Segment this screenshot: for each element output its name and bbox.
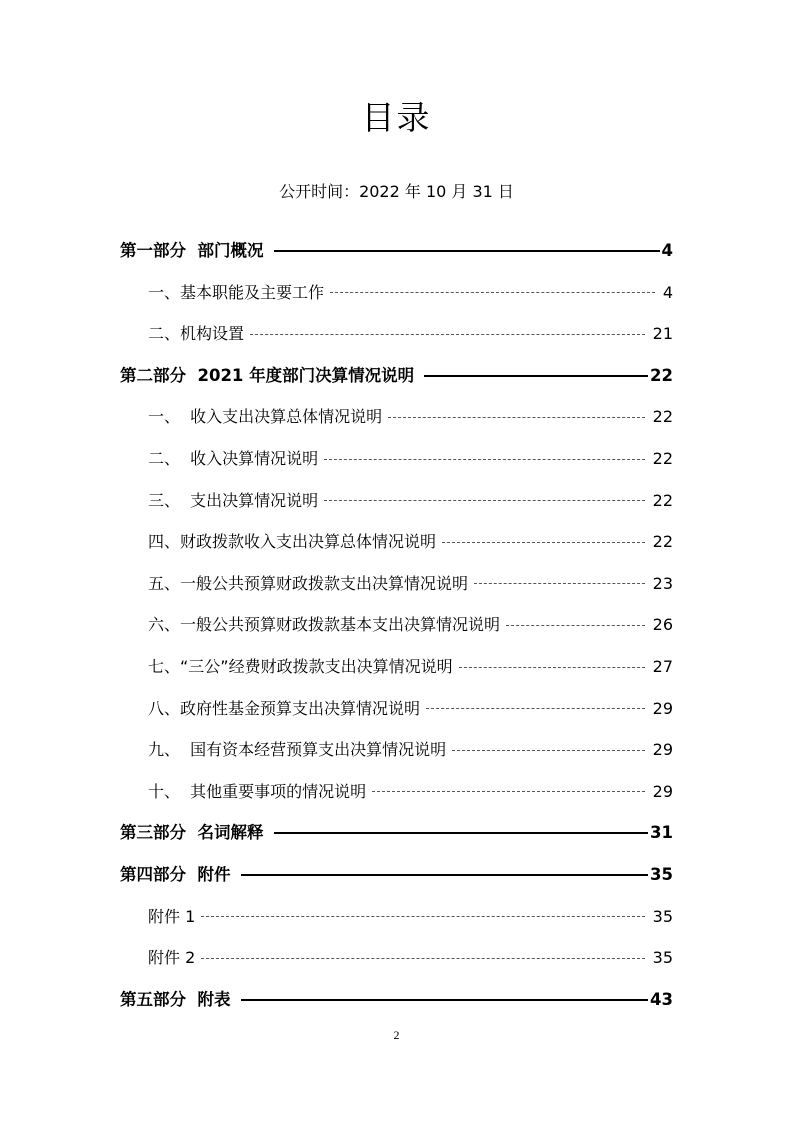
- toc-entry[interactable]: [148, 735, 673, 765]
- toc-leader-line: [388, 417, 644, 418]
- toc-entry-page-number: 35: [650, 865, 673, 884]
- toc-entry-page-number: 4: [661, 241, 673, 260]
- toc-entry[interactable]: [148, 444, 673, 474]
- toc-entry[interactable]: [120, 818, 673, 848]
- toc-entry[interactable]: [120, 985, 673, 1015]
- toc-leader-line: [506, 625, 645, 626]
- toc-entry[interactable]: [148, 319, 673, 349]
- toc-entry-page-number: 22: [652, 490, 673, 510]
- toc-entry[interactable]: [148, 694, 673, 724]
- toc-entry-page-number: 22: [652, 532, 673, 552]
- toc-entry-label: 第四部分 附件: [120, 865, 231, 884]
- toc-leader-line: [474, 583, 645, 584]
- toc-entry-label: 四、财政拨款收入支出决算总体情况说明: [148, 532, 437, 552]
- toc-entry-page-number: 31: [650, 823, 673, 843]
- toc-entry-label: 附件 2: [148, 948, 196, 968]
- toc-entry-page-number: 4: [662, 282, 673, 302]
- toc-leader-line: [274, 250, 660, 252]
- toc-entry-page-number: 29: [652, 698, 673, 718]
- toc-entry-label: 第五部分 附表: [120, 989, 231, 1009]
- toc-entry-label: 五、一般公共预算财政拨款支出决算情况说明: [148, 573, 469, 593]
- toc-leader-line: [241, 874, 649, 876]
- toc-entry[interactable]: [148, 569, 673, 599]
- toc-entry-label: 一、 收入支出决算总体情况说明: [148, 407, 383, 427]
- toc-entry-label: 三、 支出决算情况说明: [148, 490, 319, 510]
- toc-entry[interactable]: [148, 777, 673, 807]
- page-number: 2: [393, 1028, 400, 1042]
- toc-leader-line: [201, 958, 644, 959]
- toc-leader-line: [330, 292, 655, 293]
- toc-entry-page-number: 22: [652, 449, 673, 468]
- toc-entry-page-number: 43: [650, 989, 673, 1009]
- toc-entry-label: 九、 国有资本经营预算支出决算情况说明: [148, 740, 447, 760]
- publish-date: 公开时间：2022 年 10 月 31 日: [279, 182, 514, 201]
- toc-entry-page-number: 29: [652, 740, 673, 760]
- toc-entry-page-number: 35: [652, 906, 673, 926]
- toc-entry[interactable]: [148, 402, 673, 432]
- toc-entry-page-number: 23: [652, 573, 673, 593]
- toc-entry[interactable]: [148, 902, 673, 932]
- toc-leader-line: [426, 708, 645, 709]
- toc-entry-label: 六、一般公共预算财政拨款基本支出决算情况说明: [148, 615, 501, 635]
- toc-entry-label: 八、政府性基金预算支出决算情况说明: [148, 698, 421, 718]
- toc-entry[interactable]: [148, 527, 673, 557]
- toc-entry[interactable]: [148, 610, 673, 640]
- toc-entry-page-number: 22: [652, 407, 673, 427]
- toc-leader-line: [324, 500, 644, 501]
- toc-leader-line: [452, 750, 644, 751]
- toc-leader-line: [241, 999, 649, 1001]
- toc-entry[interactable]: [120, 860, 673, 890]
- toc-entry[interactable]: [120, 361, 673, 391]
- toc-entry-page-number: 29: [652, 781, 673, 801]
- toc-entry-label: 七、“三公”经费财政拨款支出决算情况说明: [148, 657, 453, 676]
- toc-leader-line: [424, 375, 648, 377]
- toc-entry-page-number: 21: [652, 324, 673, 344]
- toc-leader-line: [372, 791, 644, 792]
- toc-entry-label: 第一部分 部门概况: [120, 241, 264, 260]
- toc-entry[interactable]: [148, 486, 673, 516]
- toc-entry-page-number: 27: [652, 657, 673, 676]
- toc-entry-label: 第二部分 2021 年度部门决算情况说明: [120, 365, 415, 385]
- toc-entry-label: 附件 1: [148, 906, 196, 926]
- toc-leader-line: [324, 459, 644, 460]
- toc-entry-label: 二、 收入决算情况说明: [148, 449, 319, 468]
- toc-leader-line: [250, 334, 645, 335]
- toc-entry-page-number: 35: [652, 948, 673, 968]
- toc-leader-line: [459, 667, 645, 668]
- toc-entry-page-number: 22: [650, 365, 673, 385]
- toc-leader-line: [274, 832, 649, 834]
- toc-entry-page-number: 26: [652, 615, 673, 635]
- toc-leader-line: [442, 542, 645, 543]
- toc-entry-label: 十、 其他重要事项的情况说明: [148, 781, 367, 801]
- toc-leader-line: [201, 916, 644, 917]
- toc-entry-label: 第三部分 名词解释: [120, 823, 264, 843]
- toc-entry-label: 一、基本职能及主要工作: [148, 282, 325, 302]
- toc-entry[interactable]: [148, 652, 673, 682]
- toc-entry[interactable]: [120, 236, 673, 266]
- page-title: 目录: [361, 98, 432, 137]
- toc-entry[interactable]: [148, 943, 673, 973]
- toc-entry[interactable]: [148, 278, 673, 308]
- toc-entry-label: 二、机构设置: [148, 324, 245, 344]
